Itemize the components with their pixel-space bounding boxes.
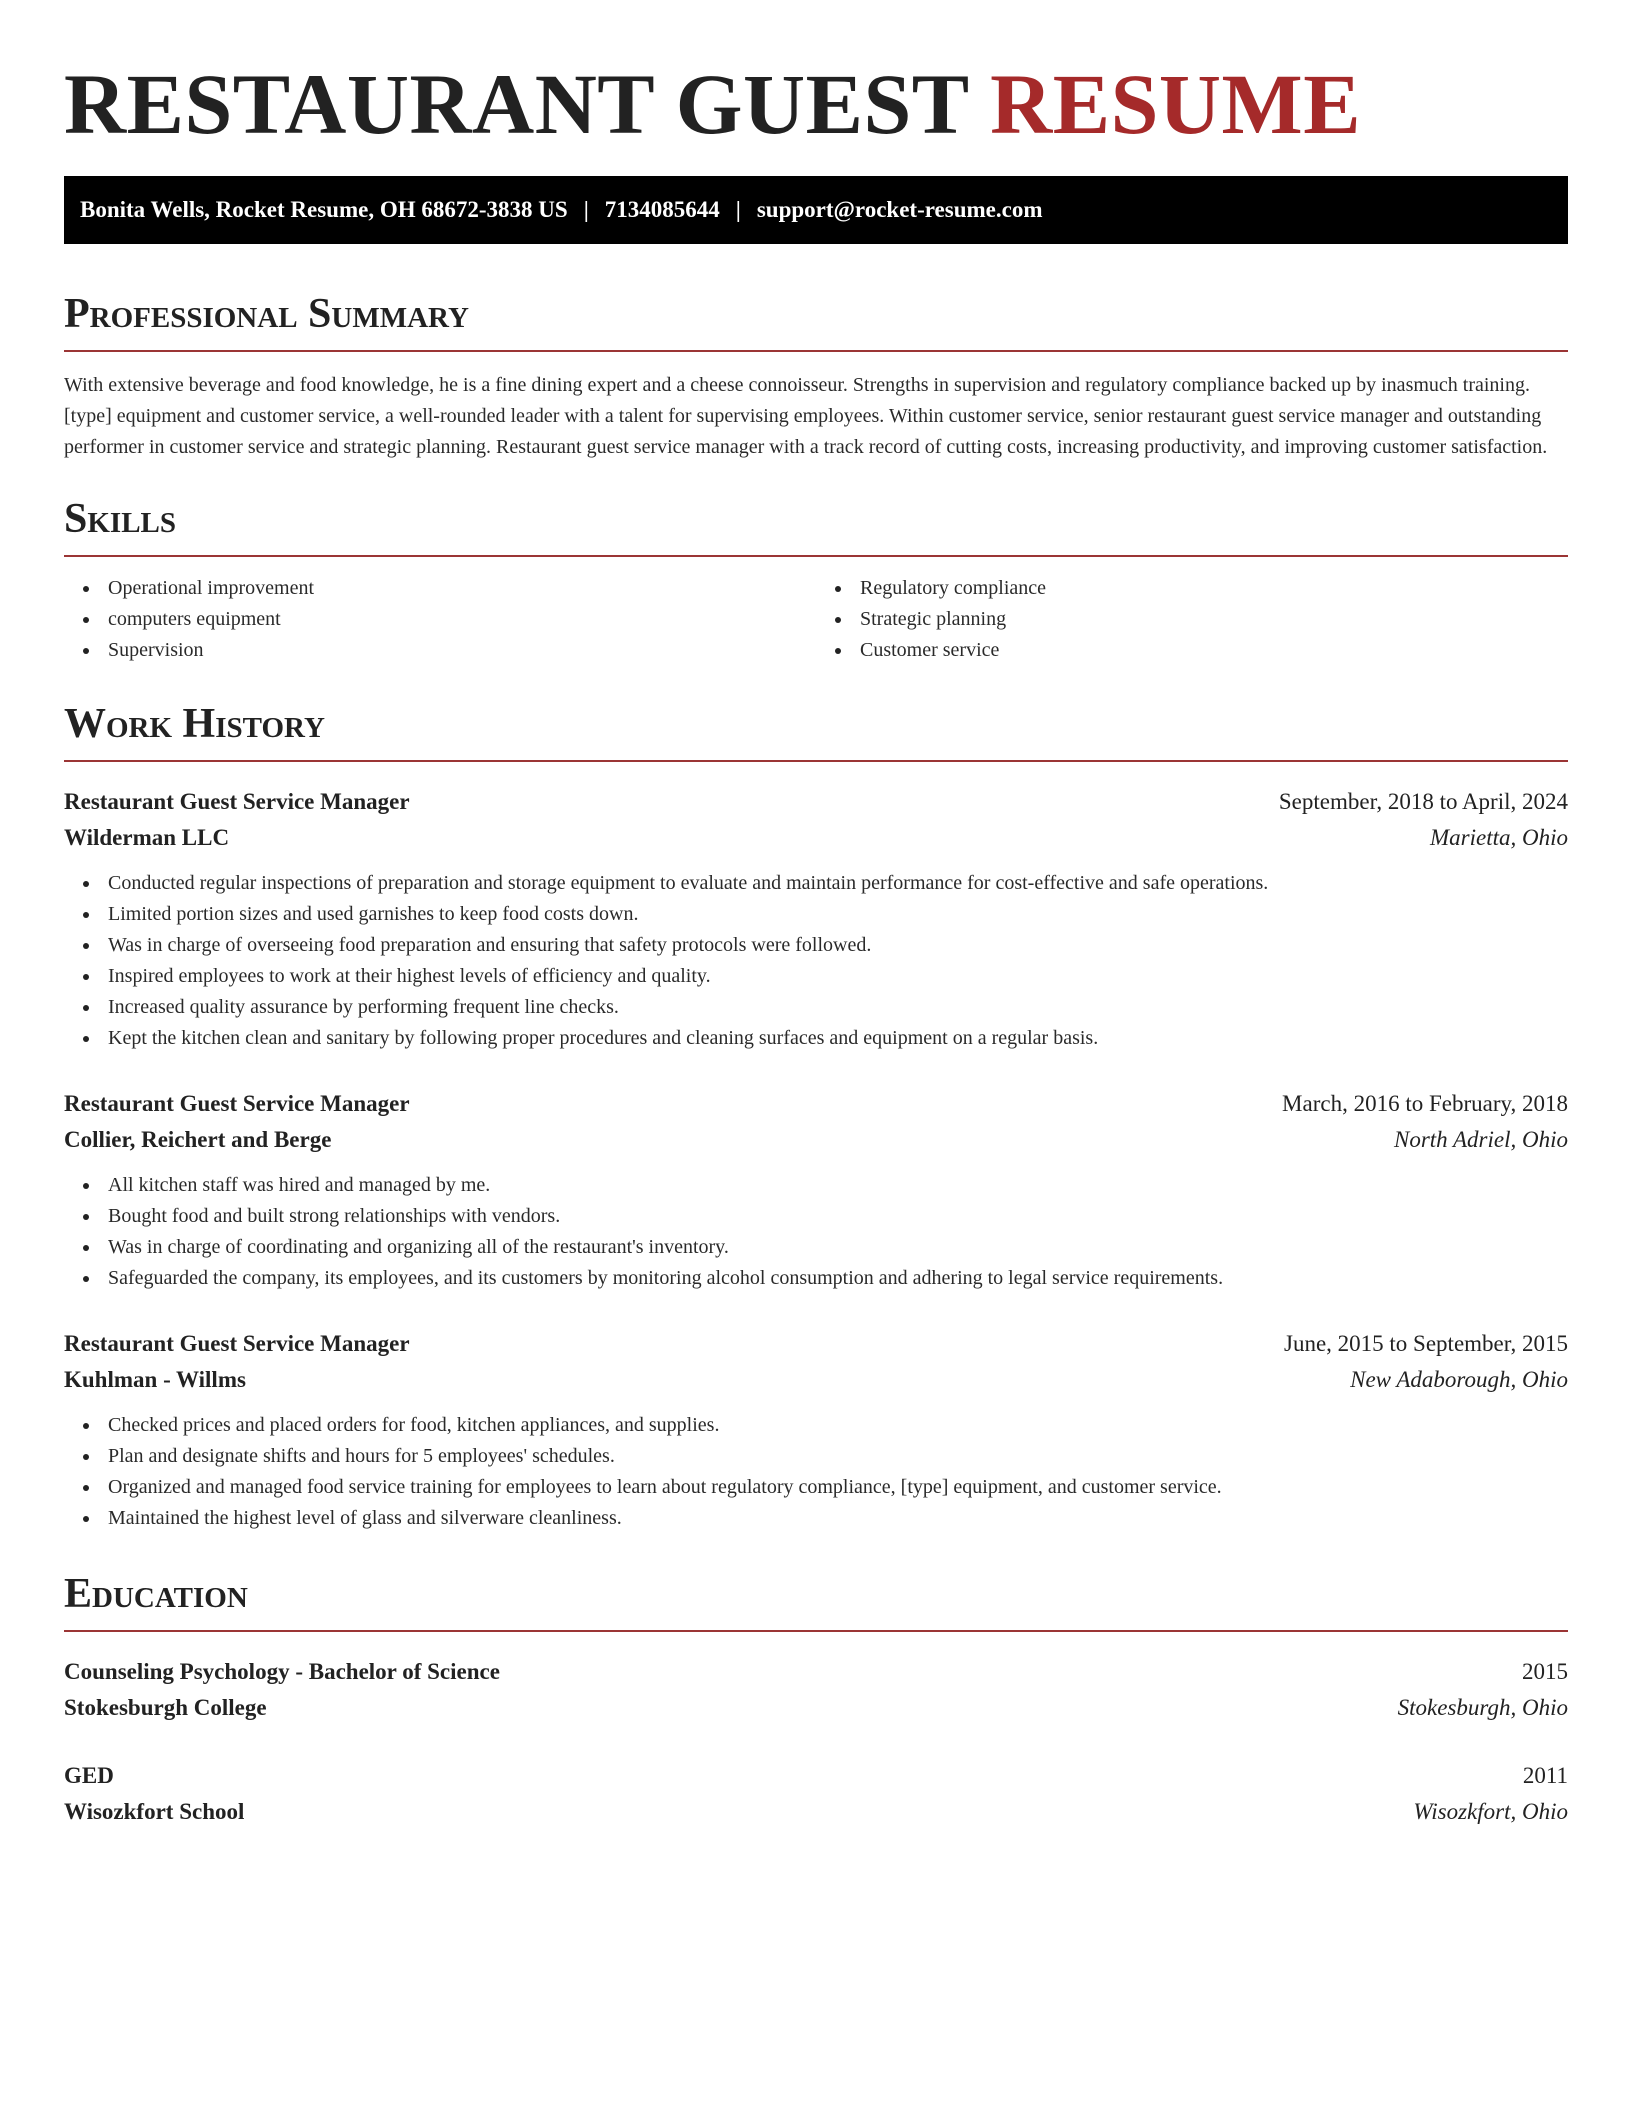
job-duty: Kept the kitchen clean and sanitary by following proper procedures and cleaning surfaces and equipment on a regular basis. [64,1023,1568,1054]
job-duty: Conducted regular inspections of preparation and storage equipment to evaluate and maintain performance for cost-effective and safe operations. [64,868,1568,899]
contact-email: support@rocket-resume.com [756,197,1043,222]
section-heading: Work History [64,701,325,747]
job-duty: Was in charge of overseeing food preparation and ensuring that safety protocols were followed. [64,930,1568,961]
job-header-row [64,1326,1568,1362]
skill-item: Strategic planning [816,604,1568,635]
skills-column-right [816,573,1568,666]
education-entry [64,1654,1568,1726]
job-duty: Checked prices and placed orders for food, kitchen appliances, and supplies. [64,1410,1568,1441]
job-duty: Safeguarded the company, its employees, and its customers by monitoring alcohol consumption and adhering to legal service requirements. [64,1263,1568,1294]
professional-summary-section [64,288,1568,463]
section-divider [64,555,1568,557]
job-entry [64,784,1568,1054]
job-duty: Inspired employees to work at their highest levels of efficiency and quality. [64,961,1568,992]
contact-phone: 7134085644 [604,197,720,222]
work-history-section [64,698,1568,1534]
job-title: Restaurant Guest Service Manager [64,1331,410,1356]
job-header-row [64,1086,1568,1122]
education-section [64,1568,1568,1830]
job-duty: Increased quality assurance by performing frequent line checks. [64,992,1568,1023]
job-dates: March, 2016 to February, 2018 [1282,1091,1568,1116]
job-company: Kuhlman - Willms [64,1367,246,1392]
section-divider [64,760,1568,762]
education-degree: Counseling Psychology - Bachelor of Science [64,1659,500,1684]
education-school: Stokesburgh College [64,1695,267,1720]
title-main: RESTAURANT GUEST [64,56,969,152]
job-entry [64,1086,1568,1294]
job-duties [64,868,1568,1054]
job-entry [64,1326,1568,1534]
skill-item: Operational improvement [64,573,816,604]
job-duty: Plan and designate shifts and hours for 5 employees' schedules. [64,1441,1568,1472]
job-duty: Was in charge of coordinating and organizing all of the restaurant's inventory. [64,1232,1568,1263]
education-degree: GED [64,1763,114,1788]
education-location: Stokesburgh, Ohio [1397,1695,1568,1720]
section-heading: Skills [64,496,177,542]
job-header-row [64,784,1568,820]
resume-title [64,56,1568,152]
job-company: Wilderman LLC [64,825,230,850]
job-duty: All kitchen staff was hired and managed by me. [64,1170,1568,1201]
job-title: Restaurant Guest Service Manager [64,1091,410,1116]
contact-separator: | [583,197,589,222]
summary-text: With extensive beverage and food knowledge, he is a fine dining expert and a cheese connoisseur. Strengths in supervision and regulatory compliance backed up by inasmuch training. [type] equipment and customer service, a well-rounded leader with a talent for supervising employees. Within customer service, senior restaurant guest service manager and outstanding performer in customer service and strategic planning. Restaurant guest service manager with a track record of cutting costs, increasing productivity, and improving customer satisfaction. [64,374,1548,458]
education-location: Wisozkfort, Ohio [1413,1799,1568,1824]
job-dates: June, 2015 to September, 2015 [1284,1331,1568,1356]
section-divider [64,1630,1568,1632]
job-dates: September, 2018 to April, 2024 [1278,789,1568,814]
skills-column-left [64,573,816,666]
skill-item: Customer service [816,635,1568,666]
education-year: 2011 [1522,1763,1568,1788]
job-duties [64,1410,1568,1534]
section-divider [64,350,1568,352]
education-degree-row [64,1654,1568,1690]
education-school-row [64,1794,1568,1830]
job-duty: Bought food and built strong relationships with vendors. [64,1201,1568,1232]
job-company-row [64,1122,1568,1158]
job-duty: Organized and managed food service training for employees to learn about regulatory compliance, [type] equipment, and customer service. [64,1472,1568,1503]
section-heading: Education [64,1571,248,1617]
section-heading: Professional Summary [64,291,469,337]
job-duty: Limited portion sizes and used garnishes to keep food costs down. [64,899,1568,930]
job-company-row [64,1362,1568,1398]
contact-address: Bonita Wells, Rocket Resume, OH 68672-3838 US [80,197,568,222]
job-title: Restaurant Guest Service Manager [64,789,410,814]
skills-section [64,493,1568,666]
job-duty: Maintained the highest level of glass and silverware cleanliness. [64,1503,1568,1534]
job-duties [64,1170,1568,1294]
job-company-row [64,820,1568,856]
title-accent: RESUME [990,56,1362,152]
education-school: Wisozkfort School [64,1799,245,1824]
skill-item: computers equipment [64,604,816,635]
job-location: New Adaborough, Ohio [1350,1367,1568,1392]
job-location: Marietta, Ohio [1430,825,1568,850]
contact-bar [64,176,1568,244]
skills-grid [64,573,1568,666]
education-degree-row [64,1758,1568,1794]
skill-item: Supervision [64,635,816,666]
skill-item: Regulatory compliance [816,573,1568,604]
education-year: 2015 [1522,1659,1568,1684]
contact-separator: | [735,197,741,222]
job-location: North Adriel, Ohio [1393,1127,1568,1152]
job-company: Collier, Reichert and Berge [64,1127,332,1152]
education-school-row [64,1690,1568,1726]
education-entry [64,1758,1568,1830]
